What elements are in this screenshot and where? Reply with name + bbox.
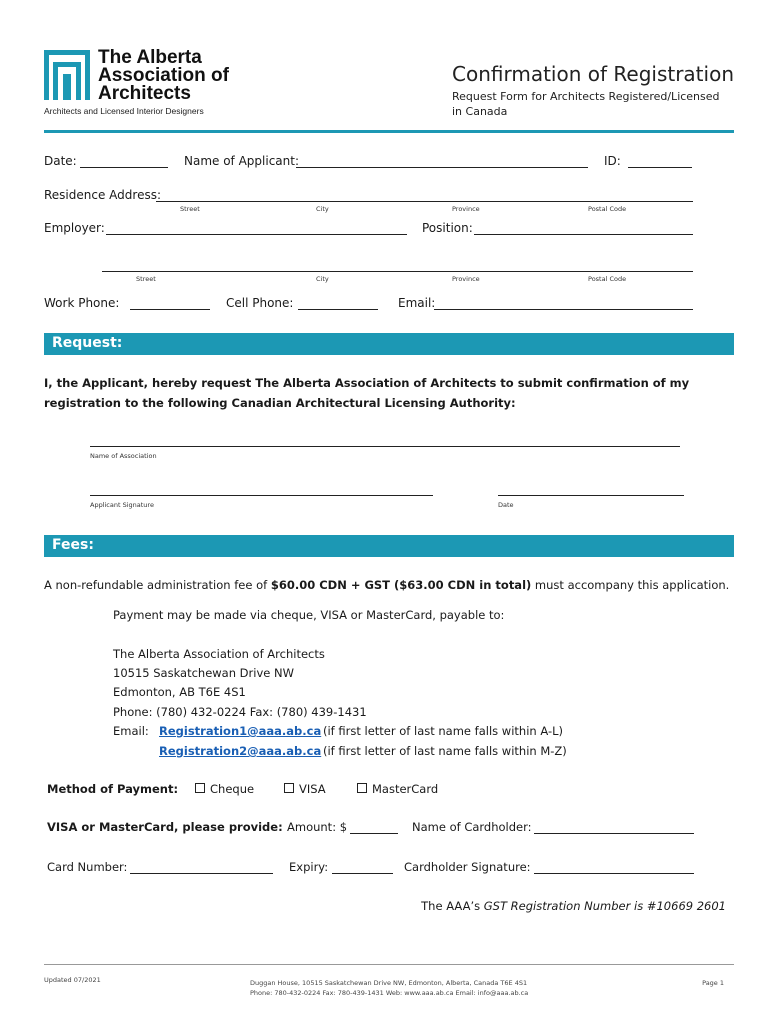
employer-field[interactable]: [106, 234, 407, 235]
request-statement-2: registration to the following Canadian Architectural Licensing Authority:: [44, 396, 516, 410]
request-date-label: Date: [498, 501, 514, 509]
date-field[interactable]: [80, 167, 168, 168]
expiry-field[interactable]: [332, 873, 393, 874]
logo: [44, 46, 244, 116]
residence-province-label: Province: [452, 205, 480, 213]
residence-label: Residence Address:: [44, 188, 161, 202]
payee-email-label: Email:: [113, 724, 149, 738]
cardholder-signature-field[interactable]: [534, 873, 694, 874]
payee-phone: Phone: (780) 432-0224 Fax: (780) 439-1431: [113, 705, 367, 719]
id-field[interactable]: [628, 167, 692, 168]
footer-address: Duggan House, 10515 Saskatchewan Drive NW, Edmonton, Alberta, Canada T6E 4S1: [250, 979, 528, 987]
footer-updated: Updated 07/2021: [44, 976, 101, 984]
cardholder-signature-label: Cardholder Signature:: [404, 860, 531, 874]
mastercard-checkbox[interactable]: [357, 783, 367, 793]
name-label: Name of Applicant:: [184, 154, 300, 168]
page-title: Confirmation of Registration: [452, 62, 734, 86]
email-label: Email:: [398, 296, 436, 310]
page-subtitle-2: in Canada: [452, 105, 508, 118]
registration1-email-link[interactable]: Registration1@aaa.ab.ca: [159, 724, 322, 738]
provide-label: VISA or MasterCard, please provide:: [47, 820, 283, 834]
header-rule: [44, 130, 734, 133]
association-label: Name of Association: [90, 452, 157, 460]
fees-heading: Fees:: [52, 537, 94, 553]
cardholder-field[interactable]: [534, 833, 694, 834]
employer-label: Employer:: [44, 221, 105, 235]
page-subtitle-1: Request Form for Architects Registered/Licensed: [452, 90, 720, 103]
fee-statement: A non-refundable administration fee of $60.00 CDN + GST ($63.00 CDN in total) must accompany this application.: [44, 578, 730, 592]
cell-phone-field[interactable]: [298, 309, 378, 310]
request-statement-1: I, the Applicant, hereby request The Alberta Association of Architects to submit confirmation of my: [44, 376, 690, 390]
payee-name: The Alberta Association of Architects: [113, 647, 325, 661]
applicant-signature-label: Applicant Signature: [90, 501, 154, 509]
cheque-option[interactable]: Cheque: [195, 782, 254, 796]
cell-phone-label: Cell Phone:: [226, 296, 294, 310]
footer-contact: Phone: 780-432-0224 Fax: 780-439-1431 Web: www.aaa.ab.ca Email: info@aaa.ab.ca: [250, 989, 529, 997]
employer-street-label: Street: [136, 275, 156, 283]
payment-note: Payment may be made via cheque, VISA or MasterCard, payable to:: [113, 608, 505, 622]
request-heading: Request:: [52, 335, 123, 351]
employer-province-label: Province: [452, 275, 480, 283]
card-number-field[interactable]: [130, 873, 273, 874]
cheque-checkbox[interactable]: [195, 783, 205, 793]
payee-street: 10515 Saskatchewan Drive NW: [113, 666, 294, 680]
email-field[interactable]: [434, 309, 693, 310]
logo-line2: Association of: [98, 65, 229, 86]
visa-option[interactable]: VISA: [284, 782, 326, 796]
date-label: Date:: [44, 154, 77, 168]
employer-postal-label: Postal Code: [588, 275, 627, 283]
position-field[interactable]: [474, 234, 693, 235]
name-field[interactable]: [296, 167, 588, 168]
request-date-field[interactable]: [498, 495, 684, 496]
employer-city-label: City: [316, 275, 329, 283]
logo-subtitle: Architects and Licensed Interior Designers: [44, 106, 204, 116]
email2-note: (if first letter of last name falls within M-Z): [323, 744, 567, 758]
email1-note: (if first letter of last name falls within A-L): [323, 724, 563, 738]
applicant-signature-field[interactable]: [90, 495, 433, 496]
registration2-email-link[interactable]: Registration2@aaa.ab.ca: [159, 744, 322, 758]
expiry-label: Expiry:: [289, 860, 329, 874]
cardholder-label: Name of Cardholder:: [412, 820, 532, 834]
logo-line3: Architects: [98, 83, 191, 104]
mastercard-option[interactable]: MasterCard: [357, 782, 438, 796]
request-section-bar: [44, 333, 734, 355]
visa-checkbox[interactable]: [284, 783, 294, 793]
residence-street-label: Street: [180, 205, 200, 213]
position-label: Position:: [422, 221, 473, 235]
payee-city: Edmonton, AB T6E 4S1: [113, 685, 246, 699]
work-phone-field[interactable]: [130, 309, 210, 310]
aaa-logo-icon: [44, 46, 90, 102]
method-label: Method of Payment:: [47, 782, 179, 796]
residence-field[interactable]: [156, 201, 693, 202]
employer-address-field[interactable]: [102, 271, 693, 272]
id-label: ID:: [604, 154, 621, 168]
fees-section-bar: [44, 535, 734, 557]
footer-page: Page 1: [702, 979, 724, 987]
work-phone-label: Work Phone:: [44, 296, 120, 310]
card-number-label: Card Number:: [47, 860, 128, 874]
association-field[interactable]: [90, 446, 680, 447]
footer-rule: [44, 964, 734, 965]
residence-city-label: City: [316, 205, 329, 213]
logo-line1: The Alberta: [98, 47, 202, 68]
gst-number: The AAA’s GST Registration Number is #10669 2601: [421, 899, 726, 913]
amount-label: Amount: $: [287, 820, 348, 834]
residence-postal-label: Postal Code: [588, 205, 627, 213]
amount-field[interactable]: [350, 833, 398, 834]
